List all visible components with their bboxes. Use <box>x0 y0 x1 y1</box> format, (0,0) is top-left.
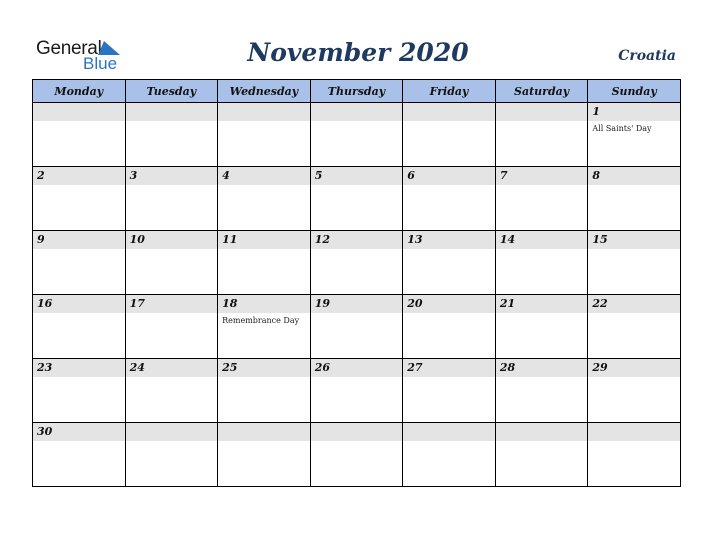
day-number <box>496 103 588 121</box>
day-number: 2 <box>33 167 125 185</box>
holiday-label <box>496 249 588 252</box>
logo-word-blue: Blue <box>83 54 118 73</box>
day-cell <box>125 359 218 423</box>
day-cell <box>403 103 496 167</box>
day-number: 15 <box>588 231 680 249</box>
week-row <box>33 295 681 359</box>
day-number: 11 <box>218 231 310 249</box>
holiday-label <box>126 249 218 252</box>
logo-word-general: General <box>36 38 102 59</box>
holiday-label <box>311 249 403 252</box>
weekday-header: Friday <box>403 80 496 103</box>
day-cell <box>588 423 681 487</box>
holiday-label <box>126 121 218 124</box>
day-cell <box>495 359 588 423</box>
holiday-label <box>588 441 680 444</box>
holiday-label <box>403 185 495 188</box>
holiday-label <box>311 441 403 444</box>
holiday-label <box>403 121 495 124</box>
day-cell <box>33 359 126 423</box>
week-row <box>33 103 681 167</box>
weekday-header: Wednesday <box>218 80 311 103</box>
day-number: 8 <box>588 167 680 185</box>
day-number: 18 <box>218 295 310 313</box>
day-number: 10 <box>126 231 218 249</box>
day-number: 30 <box>33 423 125 441</box>
holiday-label <box>218 185 310 188</box>
holiday-label <box>403 441 495 444</box>
holiday-label <box>218 441 310 444</box>
day-number: 19 <box>311 295 403 313</box>
day-number <box>588 423 680 441</box>
day-cell <box>310 167 403 231</box>
day-number: 23 <box>33 359 125 377</box>
weekday-header-row <box>33 80 681 103</box>
day-cell <box>495 295 588 359</box>
holiday-label <box>218 121 310 124</box>
day-cell <box>588 167 681 231</box>
holiday-label: Remembrance Day <box>222 316 300 325</box>
day-cell <box>33 231 126 295</box>
day-cell <box>495 423 588 487</box>
day-number <box>311 103 403 121</box>
calendar-grid <box>32 79 681 487</box>
holiday-label <box>496 185 588 188</box>
day-number: 4 <box>218 167 310 185</box>
day-number: 28 <box>496 359 588 377</box>
holiday-label <box>311 313 403 316</box>
week-row <box>33 423 681 487</box>
holiday-label <box>126 441 218 444</box>
day-number <box>403 423 495 441</box>
day-number: 29 <box>588 359 680 377</box>
weekday-header: Saturday <box>495 80 588 103</box>
week-row <box>33 231 681 295</box>
holiday-label <box>403 313 495 316</box>
week-row <box>33 167 681 231</box>
day-cell <box>495 231 588 295</box>
generalblue-logo <box>36 38 136 74</box>
holiday-label <box>403 249 495 252</box>
day-cell <box>588 295 681 359</box>
day-number <box>403 103 495 121</box>
day-number <box>33 103 125 121</box>
holiday-label <box>126 313 218 316</box>
day-number: 7 <box>496 167 588 185</box>
holiday-label <box>33 377 125 380</box>
holiday-label <box>311 185 403 188</box>
logo-triangle-icon <box>98 41 120 55</box>
holiday-label <box>588 249 680 252</box>
weekday-header: Monday <box>33 80 126 103</box>
holiday-label <box>218 249 310 252</box>
day-cell <box>310 423 403 487</box>
day-number: 26 <box>311 359 403 377</box>
holiday-label <box>496 377 588 380</box>
day-cell <box>495 103 588 167</box>
calendar-title: November 2020 <box>247 38 469 67</box>
day-number: 16 <box>33 295 125 313</box>
holiday-label <box>33 313 125 316</box>
holiday-label <box>311 377 403 380</box>
weekday-header: Thursday <box>310 80 403 103</box>
day-number: 6 <box>403 167 495 185</box>
day-cell <box>125 231 218 295</box>
holiday-label <box>126 377 218 380</box>
day-number: 12 <box>311 231 403 249</box>
holiday-label <box>218 377 310 380</box>
day-number: 22 <box>588 295 680 313</box>
holiday-label <box>126 185 218 188</box>
day-number: 9 <box>33 231 125 249</box>
day-cell <box>588 359 681 423</box>
day-cell <box>218 103 311 167</box>
day-cell <box>403 295 496 359</box>
day-number: 5 <box>311 167 403 185</box>
day-number <box>126 103 218 121</box>
day-cell <box>218 423 311 487</box>
holiday-label <box>33 441 125 444</box>
day-cell <box>403 231 496 295</box>
day-cell <box>310 231 403 295</box>
day-number <box>126 423 218 441</box>
holiday-label <box>588 377 680 380</box>
day-number <box>496 423 588 441</box>
day-cell <box>218 295 311 359</box>
holiday-label <box>588 313 680 316</box>
holiday-label <box>588 185 680 188</box>
day-cell <box>218 231 311 295</box>
day-number: 14 <box>496 231 588 249</box>
day-cell <box>125 103 218 167</box>
holiday-label <box>403 377 495 380</box>
day-number: 24 <box>126 359 218 377</box>
day-cell <box>588 231 681 295</box>
day-cell <box>310 359 403 423</box>
country-name: Croatia <box>618 48 676 64</box>
weekday-header: Sunday <box>588 80 681 103</box>
day-cell <box>403 423 496 487</box>
week-row <box>33 359 681 423</box>
day-cell <box>125 423 218 487</box>
holiday-label: All Saints' Day <box>592 124 652 133</box>
weekday-header: Tuesday <box>125 80 218 103</box>
holiday-label <box>33 121 125 124</box>
day-cell <box>310 103 403 167</box>
day-cell <box>218 167 311 231</box>
day-cell <box>125 167 218 231</box>
day-number <box>218 423 310 441</box>
day-cell <box>403 359 496 423</box>
day-cell <box>218 359 311 423</box>
day-cell <box>588 103 681 167</box>
holiday-label <box>33 185 125 188</box>
day-number: 20 <box>403 295 495 313</box>
day-cell <box>310 295 403 359</box>
holiday-label <box>496 441 588 444</box>
holiday-label <box>496 313 588 316</box>
day-number: 1 <box>588 103 680 121</box>
day-number: 27 <box>403 359 495 377</box>
day-cell <box>495 167 588 231</box>
day-number <box>218 103 310 121</box>
day-cell <box>125 295 218 359</box>
day-cell <box>403 167 496 231</box>
day-number <box>311 423 403 441</box>
day-number: 13 <box>403 231 495 249</box>
day-number: 17 <box>126 295 218 313</box>
day-number: 3 <box>126 167 218 185</box>
day-number: 21 <box>496 295 588 313</box>
day-cell <box>33 423 126 487</box>
holiday-label <box>311 121 403 124</box>
day-number: 25 <box>218 359 310 377</box>
day-cell <box>33 103 126 167</box>
holiday-label <box>496 121 588 124</box>
holiday-label <box>33 249 125 252</box>
day-cell <box>33 167 126 231</box>
day-cell <box>33 295 126 359</box>
